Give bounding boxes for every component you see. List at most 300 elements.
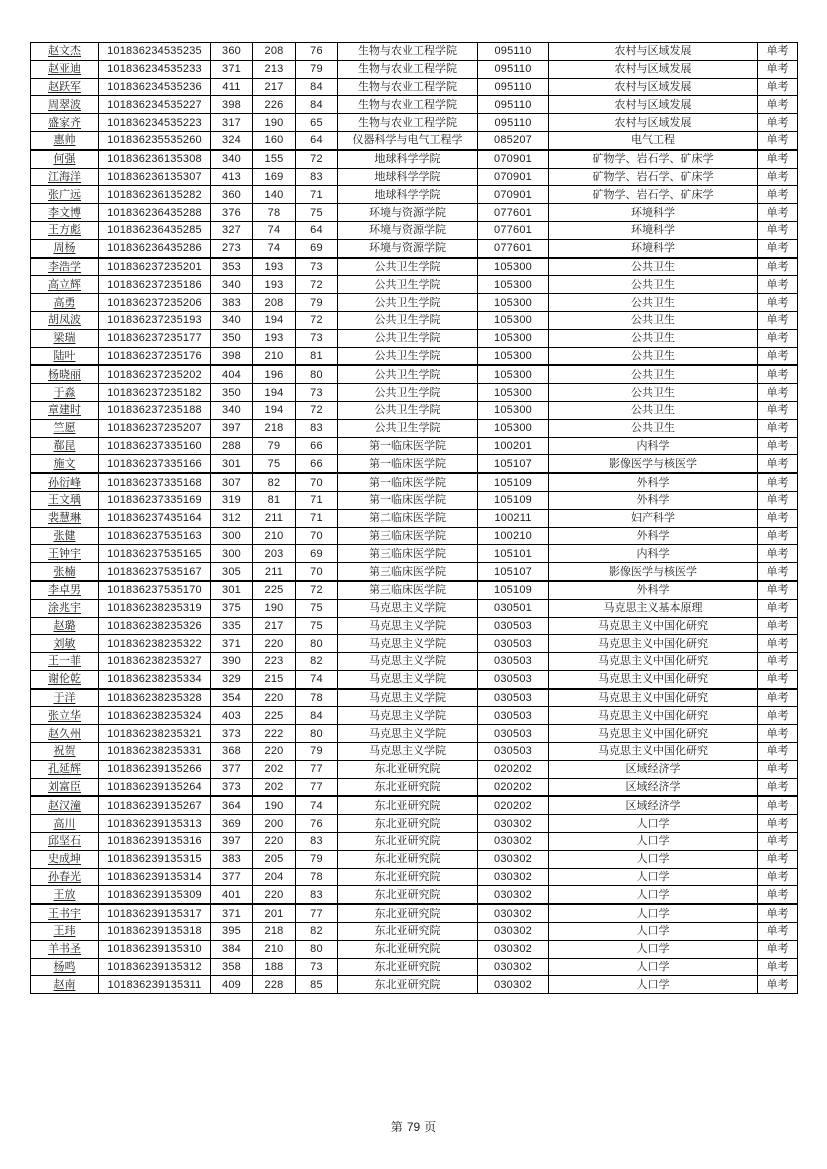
cell-major (549, 60, 758, 78)
score_total-text: 350 (222, 332, 241, 345)
cell-exam_type (758, 437, 798, 455)
major-text: 马克思主义基本原理 (603, 602, 703, 615)
score_3-text: 70 (310, 476, 323, 489)
exam_type-text: 单考 (766, 619, 789, 632)
major-text: 人口学 (636, 817, 670, 830)
cell-college (338, 563, 478, 581)
cell-score_total (211, 491, 253, 509)
college-text: 马克思主义学院 (369, 709, 446, 722)
cell-score_total (211, 923, 253, 941)
major-text: 农村与区域发展 (614, 63, 692, 76)
score_3-text: 83 (310, 170, 323, 183)
exam_type-text: 单考 (766, 817, 789, 830)
cell-score_3 (296, 725, 338, 743)
table-row (31, 725, 798, 743)
cell-major (549, 168, 758, 186)
cell-exam_type (758, 150, 798, 168)
score_total-text: 395 (222, 925, 241, 938)
cell-score_total (211, 401, 253, 419)
score_2-text: 208 (264, 296, 284, 309)
major-text: 马克思主义中国化研究 (598, 619, 708, 632)
candidate_id-text: 101836237235207 (107, 422, 202, 435)
exam_type-text: 单考 (766, 404, 789, 417)
major-text: 公共卫生 (631, 386, 675, 399)
cell-exam_type (758, 473, 798, 491)
college-text: 第一临床医学院 (369, 476, 446, 489)
cell-major (549, 940, 758, 958)
candidate_id-text: 101836238235324 (107, 709, 202, 722)
score_3-text: 80 (310, 727, 323, 740)
exam_type-text: 单考 (766, 349, 789, 362)
name-text: 高立辉 (48, 278, 81, 291)
cell-score_total (211, 96, 253, 114)
score_3-text: 72 (310, 278, 323, 291)
table-row (31, 114, 798, 132)
score_3-text: 79 (310, 296, 323, 309)
cell-score_total (211, 689, 253, 707)
cell-exam_type (758, 743, 798, 761)
score_2-text: 81 (267, 494, 281, 507)
name-text: 王方彪 (48, 224, 81, 237)
cell-name (31, 617, 99, 635)
table-row (31, 276, 798, 294)
score_2-text: 218 (264, 925, 284, 938)
name-text: 孙春光 (48, 871, 81, 884)
cell-score_2 (253, 599, 296, 617)
cell-major_code (478, 923, 549, 941)
cell-name (31, 653, 99, 671)
exam_type-text: 单考 (766, 80, 789, 93)
cell-name (31, 437, 99, 455)
cell-name (31, 294, 99, 312)
score_3-text: 73 (310, 386, 323, 399)
cell-score_2 (253, 760, 296, 778)
cell-candidate_id (99, 850, 211, 868)
score_2-text: 220 (264, 637, 284, 650)
cell-college (338, 527, 478, 545)
name-text: 竺愿 (53, 422, 76, 435)
score_3-text: 66 (310, 457, 323, 470)
major-text: 外科学 (636, 584, 670, 597)
cell-candidate_id (99, 114, 211, 132)
score_3-text: 75 (310, 619, 323, 632)
score_total-text: 327 (222, 224, 241, 237)
cell-candidate_id (99, 347, 211, 365)
major-text: 矿物学、岩石学、矿床学 (592, 188, 714, 201)
cell-exam_type (758, 347, 798, 365)
table-row (31, 653, 798, 671)
name-text: 高川 (53, 817, 76, 830)
score_3-text: 73 (310, 332, 323, 345)
exam_type-text: 单考 (766, 314, 789, 327)
table-row (31, 437, 798, 455)
cell-score_3 (296, 760, 338, 778)
cell-exam_type (758, 114, 798, 132)
score_total-text: 301 (222, 457, 241, 470)
cell-college (338, 815, 478, 833)
score_3-text: 64 (310, 134, 323, 147)
score_3-text: 70 (310, 565, 323, 578)
cell-score_2 (253, 653, 296, 671)
major_code-text: 070901 (494, 153, 532, 166)
exam_type-text: 单考 (766, 745, 789, 758)
candidate_id-text: 101836237235201 (107, 260, 202, 273)
cell-name (31, 311, 99, 329)
major_code-text: 030503 (494, 745, 532, 758)
candidate_id-text: 101836238235328 (107, 692, 202, 705)
score_3-text: 75 (310, 602, 323, 615)
cell-exam_type (758, 455, 798, 473)
table-row (31, 563, 798, 581)
exam_type-text: 单考 (766, 978, 789, 991)
cell-major_code (478, 545, 549, 563)
name-text: 邱坚石 (48, 835, 81, 848)
candidate_id-text: 101836239135314 (107, 871, 202, 884)
cell-candidate_id (99, 204, 211, 222)
cell-major (549, 419, 758, 437)
cell-name (31, 778, 99, 796)
score_2-text: 215 (264, 673, 284, 686)
college-text: 环境与资源学院 (369, 206, 446, 219)
cell-score_total (211, 904, 253, 922)
name-text: 赵文杰 (48, 45, 81, 58)
cell-candidate_id (99, 168, 211, 186)
exam_type-text: 单考 (766, 888, 789, 901)
cell-score_2 (253, 976, 296, 994)
score_total-text: 340 (222, 404, 241, 417)
major-text: 人口学 (636, 943, 670, 956)
cell-major_code (478, 491, 549, 509)
cell-major (549, 868, 758, 886)
cell-college (338, 743, 478, 761)
cell-college (338, 131, 478, 149)
major_code-text: 030503 (494, 709, 532, 722)
table-row (31, 940, 798, 958)
cell-college (338, 617, 478, 635)
major-text: 马克思主义中国化研究 (598, 673, 708, 686)
cell-major (549, 545, 758, 563)
score_total-text: 390 (222, 655, 241, 668)
score_3-text: 81 (310, 349, 323, 362)
cell-score_2 (253, 958, 296, 976)
footer-prefix: 第 (390, 1120, 403, 1134)
table-row (31, 347, 798, 365)
exam_type-text: 单考 (766, 602, 789, 615)
cell-score_3 (296, 653, 338, 671)
cell-score_2 (253, 563, 296, 581)
score_3-text: 75 (310, 206, 323, 219)
cell-score_total (211, 258, 253, 276)
cell-candidate_id (99, 886, 211, 904)
cell-name (31, 43, 99, 61)
cell-score_3 (296, 491, 338, 509)
cell-college (338, 437, 478, 455)
name-text: 张楠 (53, 565, 76, 578)
cell-major_code (478, 96, 549, 114)
cell-score_total (211, 204, 253, 222)
score_3-text: 65 (310, 116, 323, 129)
cell-exam_type (758, 239, 798, 257)
cell-score_2 (253, 725, 296, 743)
major_code-text: 030501 (494, 602, 532, 615)
candidate_id-text: 101836236435288 (107, 206, 202, 219)
cell-score_3 (296, 384, 338, 402)
score_total-text: 373 (222, 727, 241, 740)
table-row (31, 365, 798, 383)
major-text: 内科学 (636, 547, 670, 560)
name-text: 施文 (53, 457, 76, 470)
major-text: 人口学 (636, 925, 670, 938)
score_2-text: 205 (264, 853, 284, 866)
score_total-text: 368 (222, 745, 241, 758)
major-text: 马克思主义中国化研究 (598, 727, 708, 740)
cell-exam_type (758, 815, 798, 833)
exam_type-text: 单考 (766, 547, 789, 560)
cell-major (549, 670, 758, 688)
exam_type-text: 单考 (766, 673, 789, 686)
cell-major_code (478, 455, 549, 473)
cell-major (549, 437, 758, 455)
cell-exam_type (758, 419, 798, 437)
cell-name (31, 760, 99, 778)
name-text: 赵汉潼 (48, 799, 81, 812)
cell-major_code (478, 743, 549, 761)
major-text: 妇产科学 (631, 512, 675, 525)
name-text: 涂兆宇 (48, 602, 81, 615)
cell-exam_type (758, 258, 798, 276)
exam_type-text: 单考 (766, 368, 789, 381)
cell-score_2 (253, 96, 296, 114)
cell-major_code (478, 114, 549, 132)
candidate_id-text: 101836239135317 (107, 907, 202, 920)
cell-score_2 (253, 527, 296, 545)
candidate_id-text: 101836237235177 (107, 332, 202, 345)
score_2-text: 225 (264, 709, 284, 722)
cell-college (338, 473, 478, 491)
cell-college (338, 311, 478, 329)
candidate_id-text: 101836237535163 (107, 529, 202, 542)
name-text: 郗昆 (53, 439, 76, 452)
exam_type-text: 单考 (766, 422, 789, 435)
cell-college (338, 455, 478, 473)
cell-candidate_id (99, 707, 211, 725)
score_3-text: 84 (310, 98, 323, 111)
table-row (31, 635, 798, 653)
cell-score_total (211, 868, 253, 886)
cell-score_2 (253, 707, 296, 725)
score_3-text: 78 (310, 871, 323, 884)
cell-candidate_id (99, 60, 211, 78)
major_code-text: 020202 (494, 763, 532, 776)
cell-candidate_id (99, 599, 211, 617)
score_total-text: 273 (222, 242, 241, 255)
cell-score_3 (296, 150, 338, 168)
score_2-text: 79 (267, 439, 281, 452)
cell-college (338, 419, 478, 437)
cell-college (338, 509, 478, 527)
cell-score_total (211, 365, 253, 383)
major-text: 公共卫生 (631, 349, 675, 362)
score_2-text: 228 (264, 978, 284, 991)
cell-score_total (211, 131, 253, 149)
major_code-text: 105300 (494, 422, 532, 435)
college-text: 环境与资源学院 (369, 242, 446, 255)
cell-score_total (211, 670, 253, 688)
cell-candidate_id (99, 150, 211, 168)
cell-score_total (211, 563, 253, 581)
cell-major (549, 186, 758, 204)
table-row (31, 294, 798, 312)
cell-name (31, 635, 99, 653)
cell-name (31, 796, 99, 814)
exam_type-text: 单考 (766, 871, 789, 884)
college-text: 公共卫生学院 (374, 422, 441, 435)
major-text: 外科学 (636, 494, 670, 507)
cell-major_code (478, 635, 549, 653)
cell-exam_type (758, 923, 798, 941)
exam_type-text: 单考 (766, 529, 789, 542)
cell-score_2 (253, 294, 296, 312)
exam_type-text: 单考 (766, 943, 789, 956)
candidate_id-text: 101836238235331 (107, 745, 202, 758)
college-text: 生物与农业工程学院 (358, 45, 457, 58)
major_code-text: 077601 (494, 206, 532, 219)
cell-name (31, 60, 99, 78)
cell-major_code (478, 60, 549, 78)
cell-candidate_id (99, 419, 211, 437)
cell-score_2 (253, 581, 296, 599)
major-text: 区域经济学 (625, 781, 681, 794)
candidate_id-text: 101836239135312 (107, 961, 202, 974)
candidate_id-text: 101836235535260 (107, 134, 202, 147)
major-text: 人口学 (636, 978, 670, 991)
score_total-text: 409 (222, 978, 241, 991)
cell-major (549, 760, 758, 778)
college-text: 东北亚研究院 (374, 888, 441, 901)
cell-major (549, 707, 758, 725)
cell-college (338, 850, 478, 868)
candidate_id-text: 101836239135267 (107, 799, 202, 812)
cell-candidate_id (99, 401, 211, 419)
name-text: 赵南 (53, 978, 76, 991)
table-row (31, 509, 798, 527)
major_code-text: 030503 (494, 655, 532, 668)
cell-major (549, 329, 758, 347)
major_code-text: 100211 (494, 512, 532, 525)
cell-major_code (478, 437, 549, 455)
cell-score_3 (296, 437, 338, 455)
cell-name (31, 958, 99, 976)
cell-score_2 (253, 276, 296, 294)
name-text: 王玮 (53, 925, 76, 938)
cell-score_total (211, 796, 253, 814)
candidate_id-text: 101836234535235 (107, 45, 202, 58)
exam_type-text: 单考 (766, 835, 789, 848)
cell-exam_type (758, 886, 798, 904)
cell-candidate_id (99, 258, 211, 276)
college-text: 地球科学学院 (374, 170, 441, 183)
cell-score_2 (253, 617, 296, 635)
candidate_id-text: 101836237235202 (107, 368, 202, 381)
cell-candidate_id (99, 868, 211, 886)
cell-name (31, 491, 99, 509)
cell-name (31, 581, 99, 599)
score_3-text: 71 (310, 494, 323, 507)
score_total-text: 305 (222, 565, 241, 578)
exam_type-text: 单考 (766, 332, 789, 345)
cell-major (549, 150, 758, 168)
cell-name (31, 886, 99, 904)
cell-major (549, 743, 758, 761)
major_code-text: 105109 (494, 476, 532, 489)
cell-score_3 (296, 204, 338, 222)
major_code-text: 030503 (494, 692, 532, 705)
score_total-text: 364 (222, 799, 241, 812)
score_3-text: 79 (310, 853, 323, 866)
name-text: 周杨 (53, 242, 76, 255)
score_2-text: 211 (264, 512, 284, 525)
cell-name (31, 239, 99, 257)
cell-major_code (478, 384, 549, 402)
table-row (31, 581, 798, 599)
major-text: 矿物学、岩石学、矿床学 (592, 170, 714, 183)
cell-candidate_id (99, 311, 211, 329)
cell-name (31, 868, 99, 886)
major-text: 公共卫生 (631, 332, 675, 345)
major-text: 区域经济学 (625, 763, 681, 776)
cell-candidate_id (99, 670, 211, 688)
score_3-text: 78 (310, 692, 323, 705)
name-text: 羊书圣 (48, 943, 81, 956)
score_total-text: 375 (222, 602, 241, 615)
candidate_id-text: 101836236135307 (107, 170, 202, 183)
score_total-text: 324 (222, 134, 241, 147)
table-row (31, 60, 798, 78)
cell-major_code (478, 958, 549, 976)
cell-major_code (478, 904, 549, 922)
score_3-text: 84 (310, 80, 323, 93)
exam_type-text: 单考 (766, 799, 789, 812)
cell-score_2 (253, 384, 296, 402)
cell-college (338, 276, 478, 294)
major_code-text: 030302 (494, 835, 532, 848)
major-text: 公共卫生 (631, 404, 675, 417)
name-text: 江海洋 (48, 170, 81, 183)
cell-score_2 (253, 796, 296, 814)
cell-score_total (211, 60, 253, 78)
college-text: 第三临床医学院 (369, 547, 446, 560)
cell-major (549, 653, 758, 671)
name-text: 张健 (53, 529, 76, 542)
cell-name (31, 725, 99, 743)
cell-exam_type (758, 725, 798, 743)
score_2-text: 223 (264, 655, 284, 668)
score_2-text: 82 (267, 476, 281, 489)
cell-major_code (478, 294, 549, 312)
cell-major_code (478, 940, 549, 958)
cell-exam_type (758, 868, 798, 886)
table-row (31, 617, 798, 635)
cell-college (338, 96, 478, 114)
cell-name (31, 815, 99, 833)
exam_type-text: 单考 (766, 63, 789, 76)
exam_type-text: 单考 (766, 512, 789, 525)
cell-major_code (478, 365, 549, 383)
cell-exam_type (758, 294, 798, 312)
candidate_id-text: 101836238235327 (107, 655, 202, 668)
exam_type-text: 单考 (766, 260, 789, 273)
major_code-text: 105300 (494, 314, 532, 327)
